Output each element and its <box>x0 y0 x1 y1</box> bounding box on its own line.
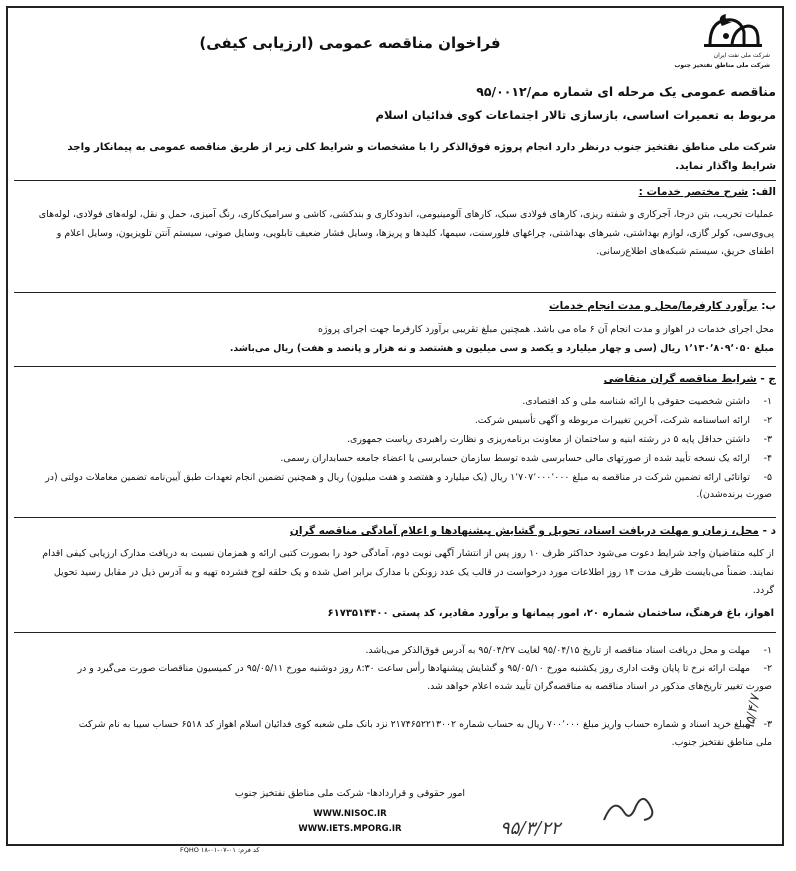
footer-website-1: WWW.NISOC.IR <box>313 809 387 819</box>
section-d-title: محل، زمان و مهلت دریافت اسناد، تحویل و گشایش پیشنهادها و اعلام آمادگی مناقصه گران <box>289 525 759 537</box>
divider <box>14 180 776 181</box>
section-c-label: ج - <box>760 373 776 385</box>
intro-paragraph: شرکت ملی مناطق نفتخیز جنوب درنظر دارد انجام پروژه فوق‌الذکر را با مشخصات و شرایط کلی زیر از طریق مناقصه عمومی به پیمانکار واجد شرایط واگذار نماید. <box>67 142 776 172</box>
divider <box>14 292 776 293</box>
section-d-heading <box>36 525 776 537</box>
section-b-label: ب: <box>761 300 776 312</box>
section-a-heading <box>36 186 776 198</box>
deadline-item: ۱-مهلت و محل دریافت اسناد مناقصه از تاریخ ۹۵/۰۴/۱۵ لغایت ۹۵/۰۴/۲۷ به آدرس فوق‌الذکر می‌باشد. <box>365 645 772 656</box>
tender-subject: مربوط به تعمیرات اساسی، بازسازی تالار اجتماعات کوی فدائیان اسلام <box>375 108 776 122</box>
divider <box>14 517 776 518</box>
list-item: ۴-ارائه یک نسخه تأیید شده از صورتهای مالی حسابرسی شده توسط سازمان حسابرسی یا اعضاء جامعه حسابداران رسمی. <box>280 453 772 464</box>
footer-website-2: WWW.IETS.MPORG.IR <box>298 824 402 834</box>
section-c-title: شرایط مناقصه گران متقاضی <box>603 373 757 385</box>
divider <box>14 632 776 633</box>
form-code: کد فرم: FQHO ۱۸-۰۱-۰۷-۰۱ <box>180 846 260 854</box>
list-item: ۱-داشتن شخصیت حقوقی با ارائه شناسه ملی و کد اقتصادی. <box>522 396 772 407</box>
nioc-logo-icon <box>704 14 762 50</box>
page-title: فراخوان مناقصه عمومی (ارزیابی کیفی) <box>199 34 501 52</box>
handwritten-date: ۹۵/۳/۲۲ <box>500 818 561 839</box>
section-b-heading <box>36 300 776 312</box>
section-d-label: د - <box>762 525 776 537</box>
section-c-heading <box>36 373 776 385</box>
section-b-line2: مبلغ ۱٬۱۳۰٬۸۰۹٬۰۵۰ ریال (سی و چهار میلیارد و یکصد و سی میلیون و هشتصد و نه هزار و پانصد و هفت) ریال می‌باشد. <box>229 343 774 354</box>
list-item: ۲-ارائه اساسنامه شرکت، آخرین تغییرات مربوطه و آگهی تأسیس شرکت. <box>474 415 772 426</box>
handwritten-signature <box>600 790 660 836</box>
section-d-address: اهواز، باغ فرهنگ، ساختمان شماره ۲۰، امور پیمانها و برآورد مقادیر، کد پستی ۶۱۷۳۵۱۴۴۰۰ <box>327 608 774 619</box>
logo-caption-2: شرکت ملی مناطق نفتخیز جنوب <box>674 62 770 69</box>
company-logo <box>630 14 770 74</box>
list-item: ۵-توانائی ارائه تضمین شرکت در مناقصه به مبلغ ۱٬۷۰۷٬۰۰۰٬۰۰۰ ریال (یک میلیارد و هفتصد و هفت میلیون) ریال و همچنین تضمین انجام تعهدات طبق آیین‌نامه تضمین معاملات دولتی (در صورت برنده‌شدن). <box>45 472 772 500</box>
section-a-title: شرح مختصر خدمات : <box>638 186 749 198</box>
section-a-text: عملیات تخریب، بتن درجا، آجرکاری و شفته ریزی، کارهای فولادی سبک، کارهای آلومینیومی، اندودکاری و بندکشی، کاشی و سرامیک‌کاری، رنگ آمیزی، حمل و نقل، لوله‌های فولادی، لوله‌های پی‌وی‌سی، کولر گازی، لوازم بهداشتی، شیرهای بهداشتی، چراغهای فلورسنت، سیمها، کلیدها و پریزها، وسایل فشار ضعیف تابلویی، وسایل صوتی، سیستم آنتن تلویزیون، وسایل اعلام و اطفای حریق، سیستم شبکه‌های اطلاع‌رسانی. <box>38 209 774 257</box>
section-b-title: برآورد کارفرما/محل و مدت انجام خدمات <box>549 300 758 312</box>
logo-caption-1: شرکت ملی نفت ایران <box>713 52 770 59</box>
footer-department: امور حقوقی و قراردادها- شرکت ملی مناطق نفتخیز جنوب <box>234 788 466 799</box>
handwritten-side-note: ۹۵/۴/۷ <box>742 693 764 733</box>
tender-number: مناقصه عمومی یک مرحله ای شماره مم/۹۵/۰۰۱۲ <box>476 84 776 99</box>
divider <box>14 366 776 367</box>
deadline-item: ۳-مبلغ خرید اسناد و شماره حساب واریز مبلغ ۷۰۰٬۰۰۰ ریال به حساب شماره ۲۱۷۴۶۵۲۲۱۳۰۰۲ نزد بانک ملی شعبه کوی فدائیان اسلام اهواز کد ۶۵۱۸ حساب سیبا به نام شرکت ملی مناطق نفتخیز جنوب. <box>78 719 772 748</box>
deadline-item: ۲-مهلت ارائه نرخ تا پایان وقت اداری روز یکشنبه مورخ ۹۵/۰۵/۱۰ و گشایش پیشنهادها رأس ساعت ۸:۳۰ روز دوشنبه مورخ ۹۵/۰۵/۱۱ در کمیسیون مناقصات صورت می‌گیرد و در صورت تغییر تاریخ‌های مذکور در اسناد مناقصه به مناقصه‌گران تأیید شده اعلام خواهد شد. <box>77 663 772 692</box>
list-item: ۳-داشتن حداقل پایه ۵ در رشته ابنیه و ساختمان از معاونت برنامه‌ریزی و نظارت راهبردی ریاست جمهوری. <box>347 434 772 445</box>
section-d-text: از کلیه متقاضیان واجد شرایط دعوت می‌شود حداکثر ظرف ۱۰ روز پس از انتشار آگهی نوبت دوم، آمادگی خود را بصورت کتبی ارائه و همزمان نسبت به دریافت مدارک ارزیابی کیفی اقدام نمایند. ضمناً می‌بایست ظرف مدت ۱۴ روز اطلاعات مورد درخواست در قالب یک عدد زونکن با مدارک برابر اصل شده و یک حلقه لوح فشرده تهیه و به آدرس ذیل در مقابل رسید تحویل گردد. <box>42 548 774 596</box>
section-a-label: الف: <box>751 186 776 198</box>
section-b-line1: محل اجرای خدمات در اهواز و مدت انجام آن ۶ ماه می باشد. همچنین مبلغ تقریبی برآورد کارفرما جهت اجرای پروژه <box>317 324 774 335</box>
